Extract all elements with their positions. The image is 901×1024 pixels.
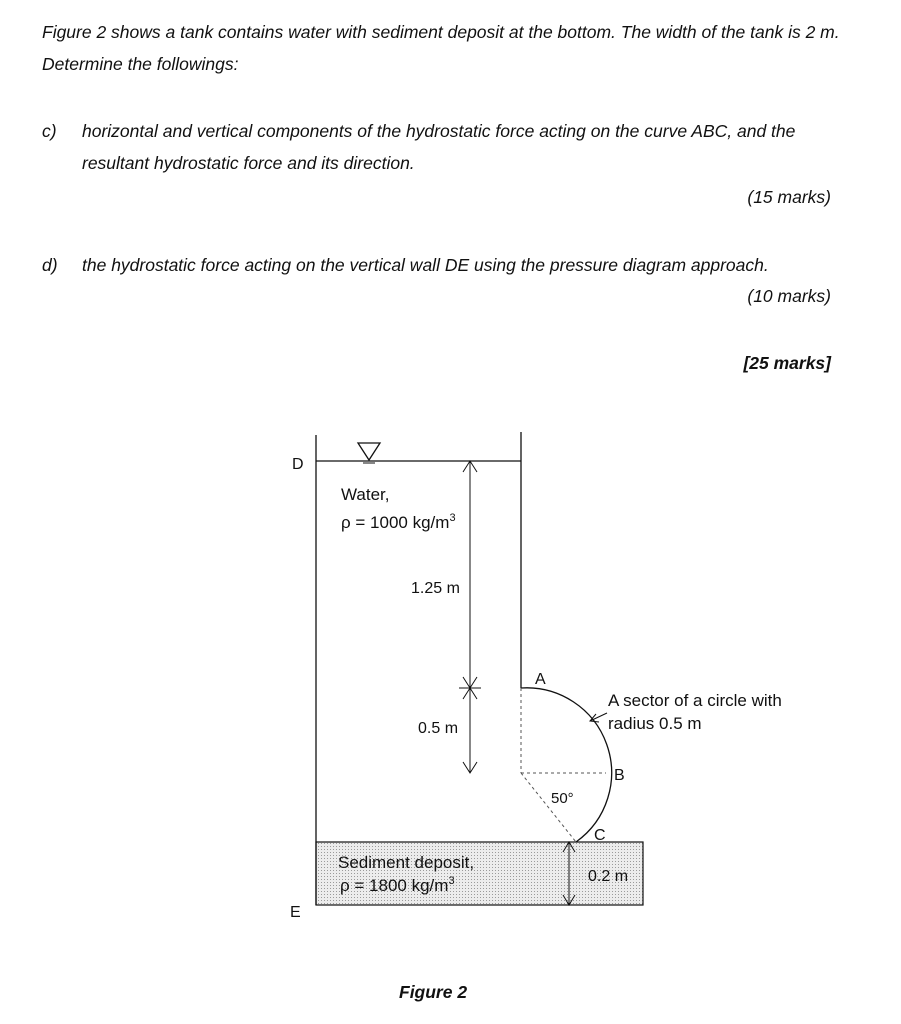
label-b: B — [614, 767, 625, 784]
sediment-label: Sediment deposit, — [338, 853, 475, 872]
curve-abc — [521, 688, 612, 842]
label-c: C — [594, 827, 606, 844]
part-c-label: c) — [42, 121, 57, 141]
total-marks: [25 marks] — [743, 353, 831, 373]
dimension-top — [459, 461, 481, 688]
radius-to-c-dashed — [521, 773, 576, 842]
figure-caption: Figure 2 — [399, 982, 468, 1002]
label-d: D — [292, 456, 304, 473]
dimension-mid — [463, 688, 477, 773]
question-intro: Figure 2 shows a tank contains water with sediment deposit at the bottom. The width of the tank is 2 m. Determine the followings: — [42, 22, 840, 74]
part-d-label: d) — [42, 255, 58, 275]
water-density: ρ = 1000 $kg/m^3$ — [341, 512, 456, 532]
label-a: A — [535, 671, 546, 688]
sector-note-line2: radius 0.5 m — [608, 714, 702, 733]
sector-pointer-arrow — [590, 713, 607, 722]
part-c-marks: (15 marks) — [747, 187, 831, 207]
part-d-text: the hydrostatic force acting on the vertical wall DE using the pressure diagram approach. — [82, 255, 769, 275]
part-c-text: horizontal and vertical components of the hydrostatic force acting on the curve ABC, and the resultant hydrostatic force and its direction. — [82, 121, 796, 173]
label-e: E — [290, 904, 301, 921]
sediment-density: ρ = 1800 $kg/m^3$ — [340, 875, 455, 895]
angle-label: 50° — [551, 790, 574, 807]
sector-note-line1: A sector of a circle with — [608, 691, 782, 710]
part-d-marks: (10 marks) — [747, 286, 831, 306]
free-surface-symbol — [358, 443, 380, 460]
dim-mid-label: 0.5 m — [418, 720, 459, 737]
water-label: Water, — [341, 485, 390, 504]
dim-top-label: 1.25 m — [411, 580, 460, 597]
dim-sediment-label: 0.2 m — [588, 868, 629, 885]
